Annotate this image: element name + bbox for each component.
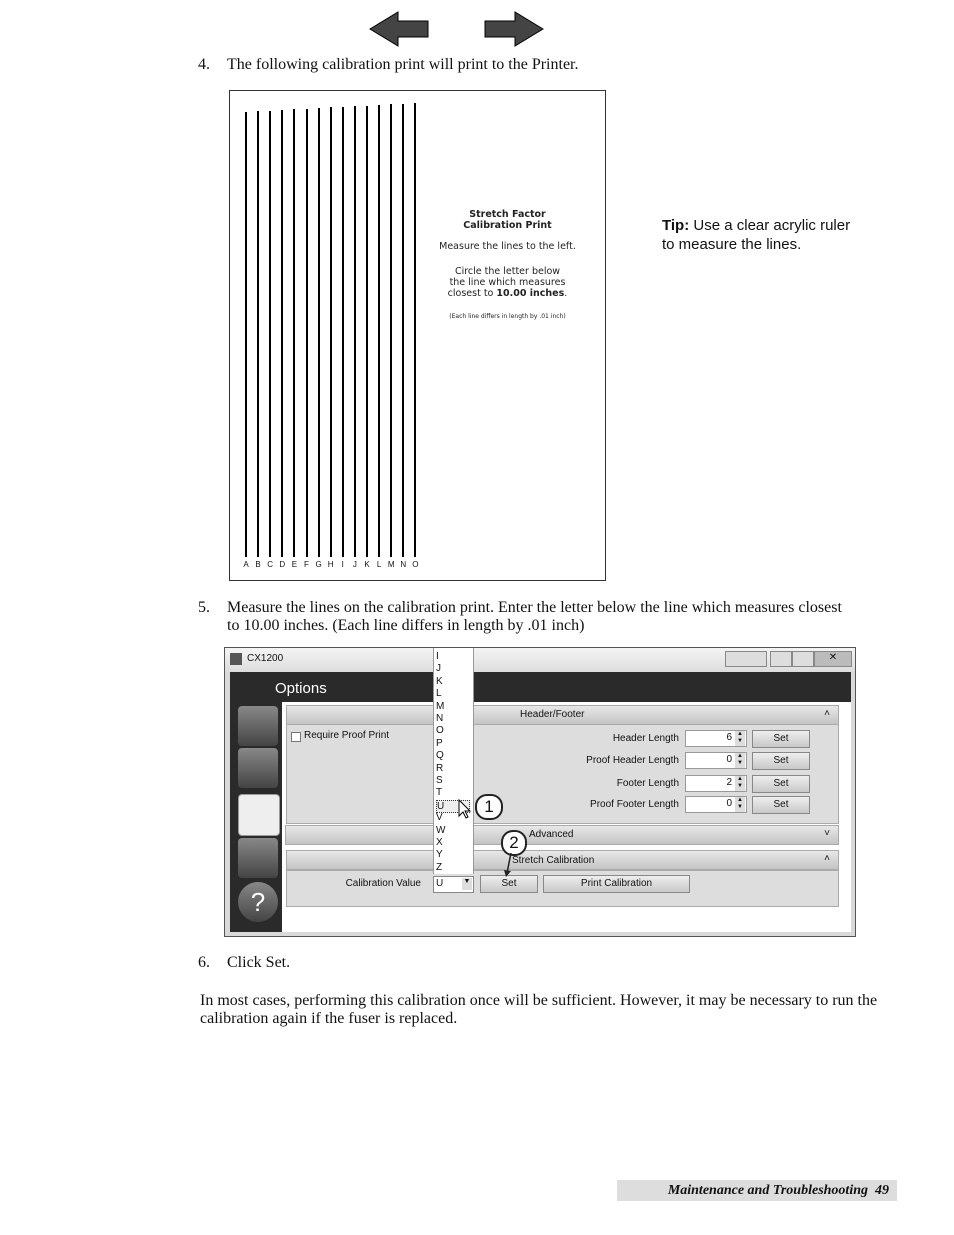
print-title: Stretch Factor (469, 209, 546, 220)
length-input[interactable]: 0 (685, 752, 747, 769)
print-text: Circle the letter below (454, 266, 561, 277)
set-button[interactable]: Set (752, 752, 810, 770)
set-button[interactable]: Set (752, 796, 810, 814)
spinner-icon[interactable]: ▲ ▼ (735, 753, 745, 768)
calibration-line (414, 103, 416, 557)
sidebar-printer-icon[interactable] (238, 748, 278, 788)
print-calibration-button[interactable]: Print Calibration (543, 875, 690, 893)
field-label: Proof Footer Length (590, 799, 679, 810)
line-letter: O (412, 560, 419, 569)
calibration-line (281, 110, 283, 557)
right-arrow-icon[interactable] (485, 12, 543, 46)
line-letter: H (327, 560, 334, 569)
line-letter: K (364, 560, 370, 569)
print-text: closest to (447, 288, 497, 299)
field-label: Footer Length (616, 778, 679, 789)
line-letter: D (279, 560, 286, 569)
calibration-line (257, 111, 259, 557)
collapse-icon: ˄ (824, 853, 830, 864)
dropdown-option[interactable]: K (436, 675, 443, 687)
chevron-down-icon[interactable]: ▼ (462, 878, 472, 890)
require-proof-checkbox[interactable] (291, 732, 301, 742)
selected-value: U (436, 878, 444, 889)
calibration-line (354, 106, 356, 557)
dropdown-option[interactable]: P (436, 737, 443, 749)
calibration-line (245, 112, 247, 557)
step-number: 5. (198, 599, 210, 616)
app-window (224, 647, 856, 937)
field-label: Header Length (612, 733, 679, 744)
step-text: The following calibration print will print to the Printer. (227, 56, 579, 73)
dropdown-option[interactable]: N (436, 713, 444, 724)
length-input[interactable]: 6 (685, 730, 747, 747)
arrow-to-set-icon (503, 853, 515, 877)
options-header: Options (275, 680, 327, 697)
calibration-line (330, 107, 332, 557)
print-bold: 10.00 inches (496, 288, 565, 299)
require-proof-label: Require Proof Print (304, 730, 390, 741)
title-bar (225, 648, 855, 675)
step-text: Measure the lines on the calibration print. Enter the letter below the line which measures closest to 10.00 inches. (Each line differs in length by .01 inch) (227, 599, 842, 634)
dropdown-option[interactable]: R (436, 762, 444, 774)
sidebar-ink-icon[interactable] (238, 706, 278, 746)
dropdown-option[interactable]: I (436, 651, 439, 662)
closing-paragraph: In most cases, performing this calibration once will be sufficient. However, it may be necessary to run the calibration again if the fuser is replaced. (200, 992, 878, 1027)
calibration-line (318, 108, 320, 557)
calibration-value-select[interactable] (433, 876, 474, 893)
set-button[interactable]: Set (752, 730, 810, 748)
minimize-button[interactable] (770, 651, 792, 667)
line-letter: I (341, 560, 344, 569)
line-letter: J (352, 560, 357, 569)
field-label: Proof Header Length (586, 755, 679, 766)
nav-arrows (368, 10, 548, 48)
step-text: Click Set. (227, 954, 291, 971)
calibration-line (293, 109, 295, 557)
callout-1: 1 (475, 794, 503, 820)
line-letter: C (267, 560, 274, 569)
page-footer (617, 1180, 897, 1201)
mouse-cursor-icon (459, 800, 470, 818)
help-icon[interactable]: ? (238, 882, 278, 922)
tip-text: Use a clear acrylic ruler to measure the lines. (662, 217, 851, 253)
calibration-line (269, 111, 271, 557)
line-letter: L (376, 560, 382, 569)
print-text (425, 288, 590, 299)
dropdown-option[interactable]: S (436, 775, 443, 786)
callout-pointers (457, 798, 477, 878)
section-title: Header/Footer (520, 709, 585, 720)
calibration-line (402, 104, 404, 557)
section-title: Stretch Calibration (512, 855, 595, 866)
print-text: Measure the lines to the left. (439, 241, 576, 252)
line-letter: M (387, 560, 395, 569)
dropdown-option[interactable]: J (436, 663, 441, 675)
dropdown-option[interactable]: L (436, 688, 442, 700)
collapse-icon: ˄ (824, 708, 830, 719)
dropdown-option[interactable]: Q (436, 750, 444, 762)
set-button[interactable]: Set (752, 775, 810, 793)
line-letter: B (255, 560, 261, 569)
print-note: (Each line differs in length by .01 inch) (449, 313, 566, 320)
print-text: the line which measures (449, 277, 566, 288)
tip (662, 216, 862, 254)
header-footer-bar[interactable] (286, 705, 839, 725)
line-letter: E (291, 560, 298, 569)
left-arrow-icon[interactable] (370, 12, 428, 46)
footer-section: Maintenance and Troubleshooting (667, 1183, 868, 1198)
maximize-button[interactable] (792, 651, 814, 667)
calibration-line (390, 104, 392, 557)
calibration-line (342, 107, 344, 557)
page-number: 49 (875, 1183, 889, 1198)
advanced-bar[interactable] (285, 825, 839, 845)
step-number: 4. (198, 56, 210, 73)
dropdown-option[interactable]: V (436, 812, 443, 824)
dropdown-option[interactable]: M (436, 700, 445, 712)
dropdown-option[interactable]: O (436, 725, 444, 737)
expand-icon: ˅ (824, 828, 830, 839)
stretch-calibration-bar[interactable] (286, 850, 839, 870)
calibration-line (306, 109, 308, 557)
tip-label: Tip: (662, 217, 690, 234)
print-title: Calibration Print (463, 220, 552, 231)
calibration-set-button[interactable]: Set (480, 875, 538, 893)
spinner-icon[interactable]: ▲ ▼ (735, 797, 745, 812)
line-letter: F (304, 560, 309, 569)
spinner-icon[interactable]: ▲ ▼ (735, 776, 745, 791)
dropdown-option[interactable]: X (436, 837, 443, 848)
calibration-line (378, 105, 380, 557)
dropdown-option[interactable]: U (436, 800, 470, 813)
callout-2: 2 (501, 830, 527, 856)
step-number: 6. (198, 954, 210, 971)
dropdown-option[interactable]: T (436, 787, 443, 799)
sidebar-labels-icon[interactable] (238, 838, 278, 878)
spinner-icon[interactable]: ▲ ▼ (735, 731, 745, 746)
window-title: CX1200 (247, 653, 284, 664)
print-instructions (425, 209, 590, 320)
length-input[interactable]: 2 (685, 775, 747, 792)
dropdown-option[interactable]: Y (436, 849, 443, 861)
section-title: Advanced (529, 829, 574, 840)
line-letter: N (400, 560, 407, 569)
app-logo-icon (230, 653, 242, 665)
window-tools-button[interactable] (725, 651, 767, 667)
print-text: . (564, 288, 568, 299)
sidebar-options-icon[interactable] (238, 794, 280, 836)
dropdown-option[interactable]: W (436, 824, 446, 836)
calibration-value-label: Calibration Value (345, 878, 421, 889)
calibration-print (229, 90, 606, 581)
line-letter: G (315, 560, 322, 569)
dropdown-option[interactable]: Z (436, 861, 443, 873)
close-button[interactable]: ✕ (814, 651, 852, 667)
length-input[interactable]: 0 (685, 796, 747, 813)
calibration-line (366, 106, 368, 558)
line-letter: A (243, 560, 249, 569)
